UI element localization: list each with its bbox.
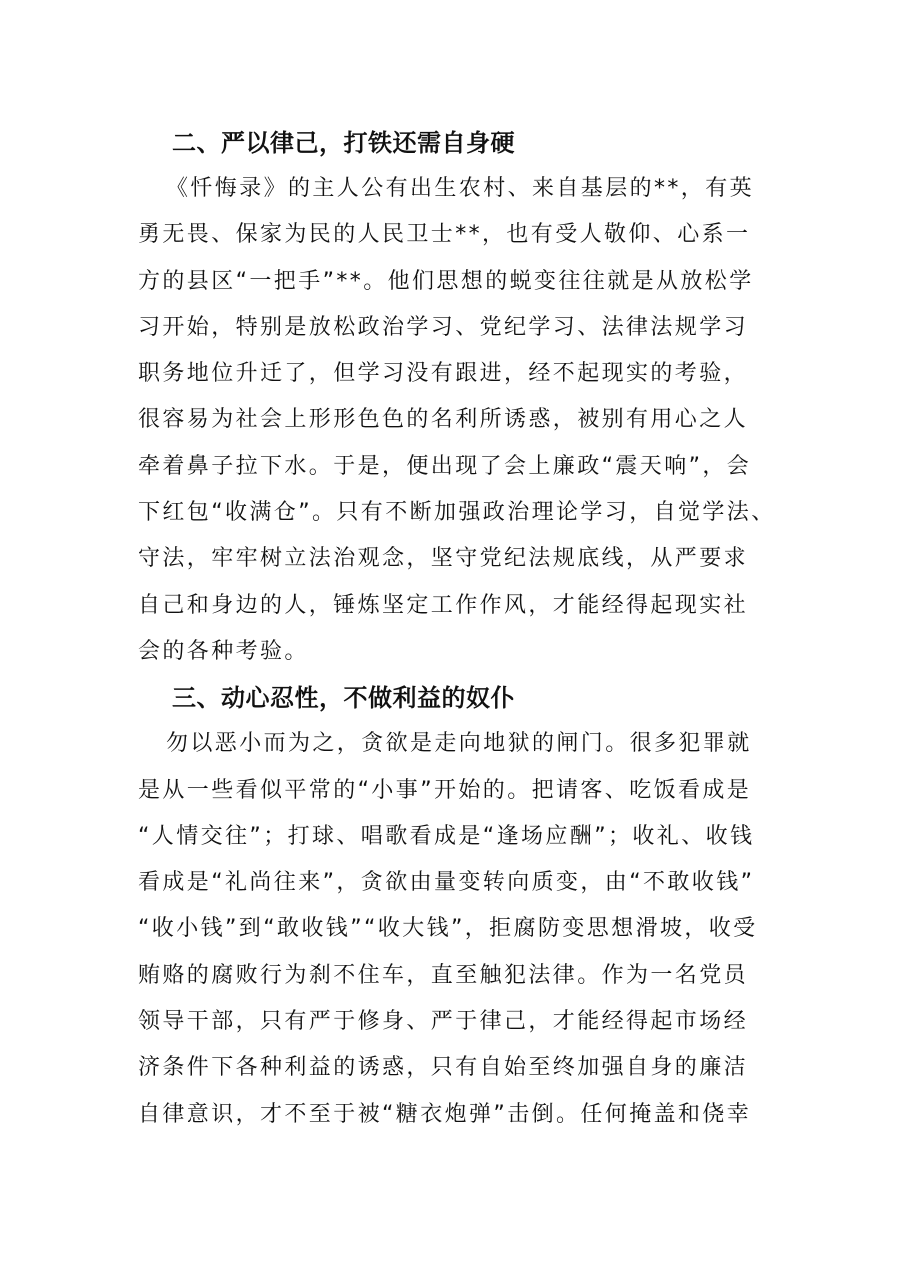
document-body [138,120,798,1138]
paragraph-line: 勿以恶小而为之，贪欲是走向地狱的闸门。很多犯罪就 [166,731,752,757]
paragraph-line: 勇无畏、保家为民的人民卫士**，也有受人敬仰、心系一 [138,222,751,248]
paragraph-line: 会的各种考验。 [138,638,309,664]
paragraph-line: 职务地位升迁了，但学习没有跟进，经不起现实的考验， [138,361,749,387]
section-3-paragraph [138,721,798,1138]
paragraph-line: 下红包“收满仓”。只有不断加强政治理论学习，自觉学法、 [138,500,776,526]
section-2-paragraph [138,166,798,675]
paragraph-line: 《忏悔录》的主人公有出生农村、来自基层的**，有英 [166,176,755,201]
section-heading-2: 二、严以律己，打铁还需自身硬 [172,129,515,157]
paragraph-line: 领导干部，只有严于修身、严于律己，才能经得起市场经 [138,1009,749,1035]
paragraph-line: “收小钱”到“敢收钱”“收大钱”，拒腐防变思想滑坡，收受 [138,916,758,942]
section-heading-3: 三、动心忍性，不做利益的奴仆 [172,684,515,713]
paragraph-line: 习开始，特别是放松政治学习、党纪学习、法律法规学习 [138,314,749,340]
paragraph-line: “人情交往”；打球、唱歌看成是“逢场应酬”；收礼、收钱 [138,823,755,849]
paragraph-line: 自己和身边的人，锤炼坚定工作作风，才能经得起现实社 [138,592,749,618]
paragraph-line: 贿赂的腐败行为刹不住车，直至触犯法律。作为一名党员 [138,962,749,988]
paragraph-line: 济条件下各种利益的诱惑，只有自始至终加强自身的廉洁 [138,1055,749,1081]
paragraph-line: 守法，牢牢树立法治观念，坚守党纪法规底线，从严要求 [138,546,749,572]
paragraph-line: 方的县区“一把手”**。他们思想的蜕变往往就是从放松学 [138,268,754,294]
paragraph-line: 自律意识，才不至于被“糖衣炮弹”击倒。任何掩盖和侥幸 [138,1101,752,1127]
paragraph-line: 是从一些看似平常的“小事”开始的。把请客、吃饭看成是 [138,777,752,803]
paragraph-line: 看成是“礼尚往来”，贪欲由量变转向质变，由“不敢收钱” [138,870,755,896]
paragraph-line: 很容易为社会上形形色色的名利所诱惑，被别有用心之人 [138,407,749,433]
paragraph-line: 牵着鼻子拉下水。于是，便出现了会上廉政“震天响”，会 [138,453,752,479]
